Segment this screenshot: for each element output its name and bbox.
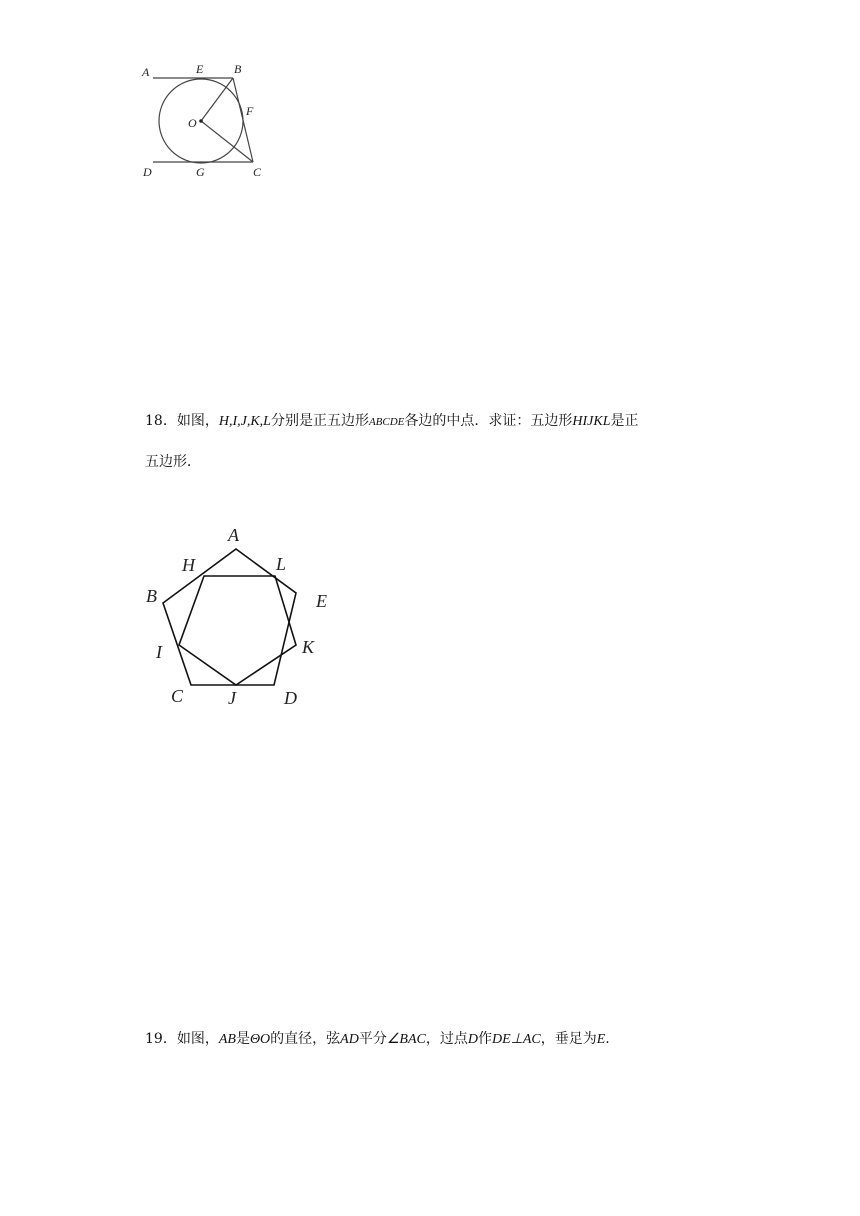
- label-C: C: [253, 165, 262, 179]
- label-D: D: [143, 165, 152, 179]
- label-B: B: [146, 586, 157, 606]
- figure-circle-tangent: [138, 58, 278, 183]
- question-18-line1: 18．如图，H,I,J,K,L分别是正五边形ABCDE各边的中点．求证：五边形HIJKL是正: [145, 413, 639, 429]
- label-A: A: [142, 65, 150, 79]
- label-I: I: [156, 642, 162, 662]
- label-F: F: [246, 104, 254, 118]
- midpoint-labels: H,I,J,K,L: [218, 414, 271, 429]
- label-E: E: [196, 62, 204, 76]
- question-19: 19．如图，AB是ΘO的直径，弦AD平分∠BAC，过点D作DE⊥AC，垂足为E.: [145, 1031, 610, 1047]
- question-number: 18．: [145, 413, 177, 429]
- label-E: E: [316, 591, 327, 611]
- label-B: B: [234, 62, 242, 76]
- label-H: H: [182, 555, 195, 575]
- pentagon-diagram: [140, 520, 340, 710]
- label-G: G: [196, 165, 205, 179]
- angle-symbol: ∠BAC: [386, 1032, 426, 1047]
- figure-pentagon: [140, 520, 340, 710]
- circle-symbol: ΘO: [249, 1032, 271, 1047]
- label-J: J: [228, 688, 236, 708]
- pentagon-name: ABCDE: [368, 416, 405, 428]
- label-L: L: [276, 554, 287, 574]
- label-K: K: [302, 637, 315, 657]
- question-18: [145, 406, 725, 477]
- label-A: A: [228, 525, 239, 545]
- circle-tangent-diagram: [138, 58, 278, 183]
- label-C: C: [171, 686, 184, 706]
- question-18-line2: 五边形．: [145, 454, 201, 470]
- perpendicular-expr: DE⊥AC: [491, 1032, 541, 1047]
- label-D: D: [284, 688, 297, 708]
- inner-pentagon-name: HIJKL: [572, 414, 611, 429]
- question-number: 19．: [145, 1031, 177, 1047]
- label-O: O: [188, 116, 197, 130]
